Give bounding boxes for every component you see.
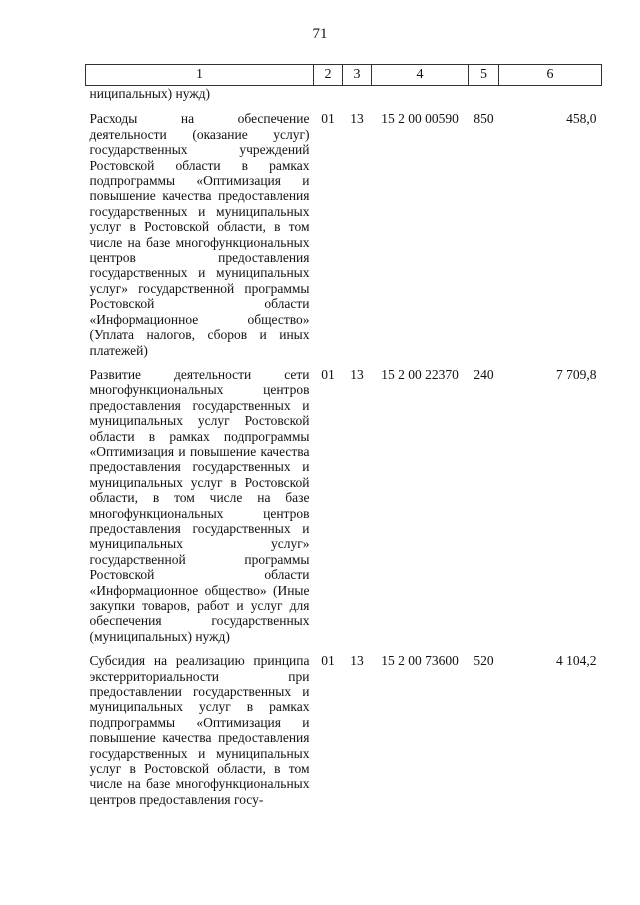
row-description: Развитие деятельности сети многофункциональных центров предоставления государственных и муниципальных услуг Ростовской области в рамках подпрограммы «Оптимизация и повышение качества предоставления государственных и муниципальных услуг в Ростовской области, в том числе на базе многофункциональных центров предоставления государственных и муниципальных услуг» государственной программы Ростовской области «Информационное общество» (Иные закупки товаров, работ и услуг для обеспечения государственных (муниципальных) нужд) <box>89 366 310 644</box>
continuation-text: ниципальных) нужд) <box>89 86 211 101</box>
row-csr: 15 2 00 22370 <box>381 366 459 382</box>
page-number: 71 <box>312 26 328 42</box>
header-col-3: 3 <box>343 65 372 86</box>
row-description: Субсидия на реализацию принципа экстерриториальности при предоставлении государственных и муниципальных услуг в рамках подпрограммы «Оптимизация и повышение качества предоставления государственных и муниципальных услуг в Ростовской области, в том числе на базе многофункциональных центров предоставления госу- <box>89 653 310 807</box>
header-col-6: 6 <box>499 65 602 86</box>
row-pr: 13 <box>350 366 364 382</box>
table-header <box>86 65 602 86</box>
table-row <box>86 367 602 653</box>
header-col-5: 5 <box>469 65 499 86</box>
row-sum: 7 709,8 <box>556 366 597 382</box>
row-vr: 850 <box>473 111 494 127</box>
budget-table <box>85 64 601 816</box>
table-row <box>86 653 602 816</box>
row-sum: 458,0 <box>566 111 597 127</box>
row-sum: 4 104,2 <box>556 653 597 669</box>
table-row <box>86 111 602 367</box>
header-col-2: 2 <box>314 65 343 86</box>
header-col-4: 4 <box>372 65 469 86</box>
row-vr: 240 <box>473 366 494 382</box>
row-csr: 15 2 00 73600 <box>381 653 459 669</box>
continuation-row <box>86 86 602 112</box>
budget-table-grid <box>85 64 602 816</box>
row-pr: 13 <box>350 653 364 669</box>
row-rz: 01 <box>321 653 335 669</box>
row-description: Расходы на обеспечение деятельности (оказание услуг) государственных учреждений Ростовской области в рамках подпрограммы «Оптимизация и повышение качества предоставления государственных и муниципальных услуг в Ростовской области, в том числе на базе многофункциональных центров предоставления государственных и муниципальных услуг» государственной программы Ростовской области «Информационное общество» (Уплата налогов, сборов и иных платежей) <box>89 111 310 358</box>
row-csr: 15 2 00 00590 <box>381 111 459 127</box>
row-rz: 01 <box>321 111 335 127</box>
row-rz: 01 <box>321 366 335 382</box>
header-col-1: 1 <box>86 65 314 86</box>
row-vr: 520 <box>473 653 494 669</box>
row-pr: 13 <box>350 111 364 127</box>
